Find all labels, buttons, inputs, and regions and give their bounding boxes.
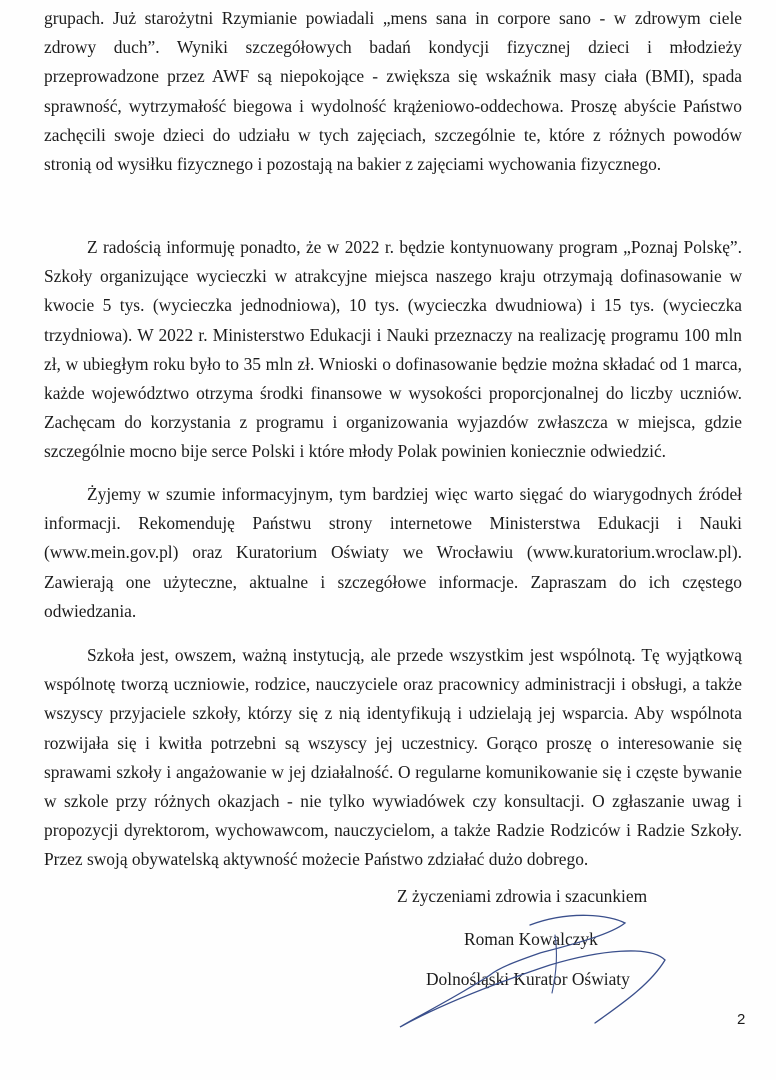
page-number: 2 <box>737 1011 746 1028</box>
handwritten-signature <box>380 905 680 1035</box>
paragraph-poznaj-polske-program: Z radością informuję ponadto, że w 2022 r. będzie kontynuowany program „Poznaj Polskę”. Szkoły organizujące wycieczki w atrakcyjne miejsca naszego kraju otrzymają dofinasowanie w kwocie 5 tys. (wycieczka jednodniowa), 10 tys. (wycieczka dwudniowa) i 15 tys. (wycieczka trzydniowa). W 2022 r. Ministerstwo Edukacji i Nauki przeznaczy na realizację programu 100 mln zł, w ubiegłym roku było to 35 mln zł. Wnioski o dofinasowanie będzie można składać od 1 marca, każde województwo otrzyma środki finansowe w wysokości proporcjonalnej do liczby uczniów. Zachęcam do korzystania z programu i organizowania wyjazdów zwłaszcza w miejsca, gdzie szczególnie mocno bije serce Polski i które młody Polak powinien koniecznie odwiedzić. <box>44 237 742 462</box>
paragraph-information-sources: Żyjemy w szumie informacyjnym, tym bardziej więc warto sięgać do wiarygodnych źródeł informacji. Rekomenduję Państwu strony internetowe Ministerstwa Edukacji i Nauki (www.mein.gov.pl) oraz Kuratorium Oświaty we Wrocławiu (www.kuratorium.wroclaw.pl). Zawierają one użyteczne, aktualne i szczegółowe informacje. Zapraszam do ich częstego odwiedzania. <box>44 484 742 621</box>
signatory-title: Dolnośląski Kurator Oświaty <box>426 969 630 989</box>
paragraph-physical-activity: grupach. Już starożytni Rzymianie powiadali „mens sana in corpore sano - w zdrowym ciele zdrowy duch”. Wyniki szczegółowych badań kondycji fizycznej dzieci i młodzieży przeprowadzone przez AWF są niepokojące - zwiększa się wskaźnik masy ciała (BMI), spada sprawność, wytrzymałość biegowa i wydolność krążeniowo-oddechowa. Proszę abyście Państwo zachęcili swoje dzieci do udziału w tych zajęciach, szczególnie te, które z różnych powodów stronią od wysiłku fizycznego i pozostają na bakier z zajęciami wychowania fizycznego. <box>44 8 742 175</box>
signatory-name: Roman Kowalczyk <box>464 929 598 949</box>
paragraph-school-community: Szkoła jest, owszem, ważną instytucją, ale przede wszystkim jest wspólnotą. Tę wyjątkową wspólnotę tworzą uczniowie, rodzice, nauczyciele oraz pracownicy administracji i obsługi, a także wszyscy przyjaciele szkoły, którzy się z nią identyfikują i udzielają jej wsparcia. Aby wspólnota rozwijała się i kwitła potrzebni są wszyscy jej uczestnicy. Gorąco proszę o interesowanie się sprawami szkoły i angażowanie w jej działalność. O regularne komunikowanie się i częste bywanie w szkole przy różnych okazjach - nie tylko wywiadówek czy konsultacji. O zgłaszanie uwag i propozycji dyrektorom, wychowawcom, nauczycielom, a także Radzie Rodziców i Radzie Szkoły. Przez swoją obywatelską aktywność możecie Państwo zdziałać dużo dobrego. <box>44 645 742 870</box>
closing-line: Z życzeniami zdrowia i szacunkiem <box>397 886 648 906</box>
